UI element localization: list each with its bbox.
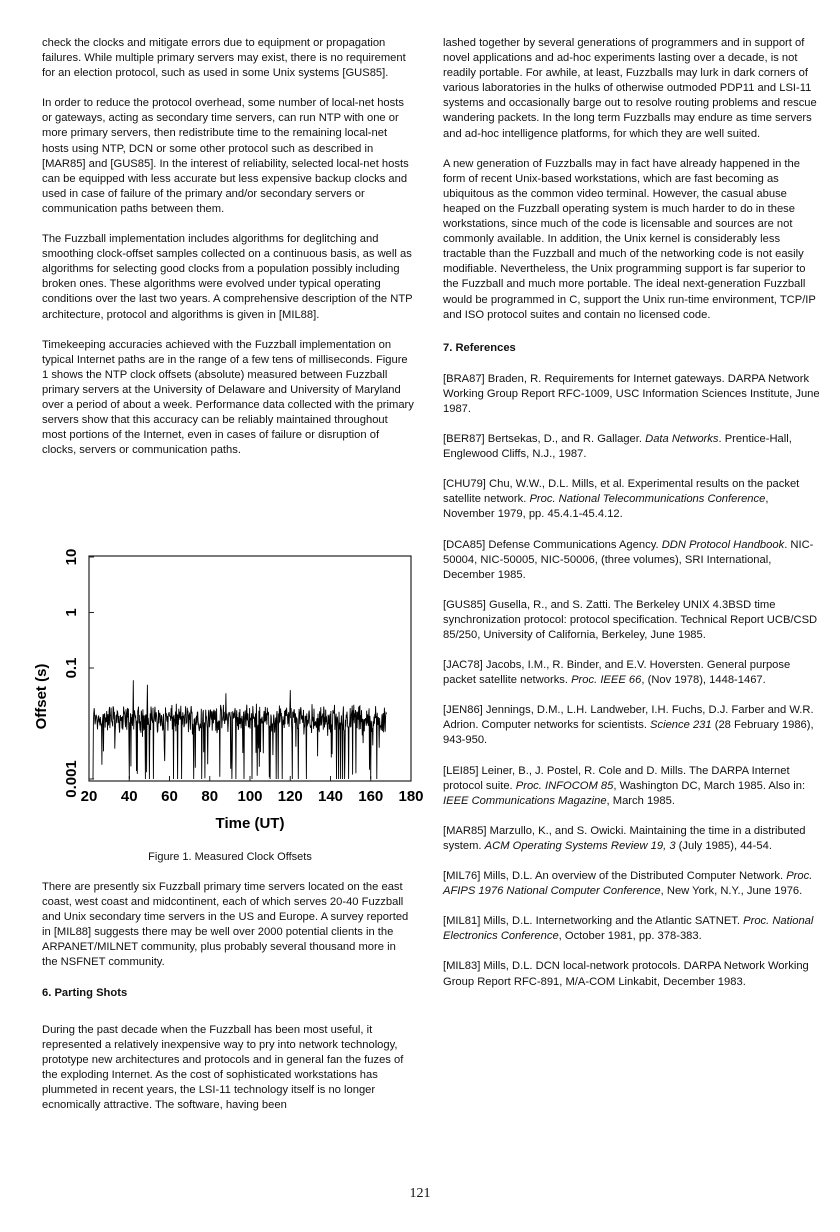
x-tick-label: 60 [161,788,178,805]
x-tick-label: 20 [80,788,98,805]
paragraph: A new generation of Fuzzballs may in fact have already happened in the form of recent Unix-based workstations, which are fast becoming as ubiquitous as the common video terminal. However, the casual abuse heaped on the Fuzzball operating system is much harder to do in these workstations, since much of the code is licensable and sources are not commonly available. In addition, the Unix kernel is considerably less tractable than the Fuzzball and much of the networking code is not easily modifiable. Nevertheless, the Unix programming support is far superior to the Fuzzball and much more portable. The ideal next-generation Fuzzball would be programmed in C, support the Unix run-time environment, TCP/IP and ISO protocol suites and contain no licensed code. [443,157,816,321]
y-tick-label: 10 [63,548,80,566]
reference-item: [MIL76] Mills, D.L. An overview of the Distributed Computer Network. Proc. AFIPS 1976 National Computer Conference, New York, N.Y., June 1976. [443,870,813,898]
x-tick-label: 160 [358,788,384,805]
figure-caption: Figure 1. Measured Clock Offsets [148,851,312,863]
y-tick-label: 0.001 [63,760,80,798]
paragraph: There are presently six Fuzzball primary time servers located on the east coast, west coast and midcontinent, each of which serves 20-40 Fuzzball and Unix secondary time servers in the US and Europe. A survey reported in [MIL88] suggests there may be well over 2000 potential clients in the ARPANET/MILNET community, plus probably several thousand more in the NSFNET community. [42,881,409,969]
reference-item: [DCA85] Defense Communications Agency. DDN Protocol Handbook. NIC-50004, NIC-50005, NIC-50006, (three volumes), SRI International, December 1985. [443,538,814,581]
paragraph: In order to reduce the protocol overhead, some number of local-net hosts or gateways, acting as secondary time servers, can run NTP with one or more primary servers, then redistribute time to the remaining local-net hosts using NTP, DCN or some other protocol such as described in [MAR85] and [GUS85]. In the interest of reliability, selected local-net hosts can be equipped with less accurate but less expensive backup clocks and used in case of failure of the primary and/or secondary servers or communication paths between them. [42,97,409,215]
reference-item: [JEN86] Jennings, D.M., L.H. Landweber, I.H. Fuchs, D.J. Farber and W.R. Adrion. Computer networks for scientists. Science 231 (28 February 1986), 943-950. [443,704,814,747]
y-tick-label: 1 [63,608,80,617]
figure-1 [30,545,440,875]
reference-item: [MAR85] Marzullo, K., and S. Owicki. Maintaining the time in a distributed system. ACM Operating Systems Review 19, 3 (July 1985), 44-54. [443,824,806,852]
section-heading: 7. References [443,341,516,354]
reference-item: [MIL81] Mills, D.L. Internetworking and the Atlantic SATNET. Proc. National Electronics Conference, October 1981, pp. 378-383. [443,915,814,943]
reference-item: [CHU79] Chu, W.W., D.L. Mills, et al. Experimental results on the packet satellite network. Proc. National Telecommunications Conference, November 1979, pp. 45.4.1-45.4.12. [443,478,800,521]
paragraph: check the clocks and mitigate errors due to equipment or propagation failures. While multiple primary servers may exist, there is no requirement for an election protocol, such as used in some Unix systems [GUS85]. [42,37,406,80]
y-axis-label: Offset (s) [33,663,50,730]
paragraph: Timekeeping accuracies achieved with the Fuzzball implementation on typical Internet paths are in the range of a few tens of milliseconds. Figure 1 shows the NTP clock offsets (absolute) measured between Fuzzball primary servers at the University of Delaware and University of Maryland over a period of about a week. Performance data collected with the primary servers show that this accuracy can be reliably maintained throughout most portions of the Internet, even in cases of failure or disruption of clocks, servers or communication paths. [42,338,414,457]
reference-item: [BER87] Bertsekas, D., and R. Gallager. Data Networks. Prentice-Hall, Englewood Cliffs, N.J., 1987. [443,433,792,461]
reference-item: [BRA87] Braden, R. Requirements for Internet gateways. DARPA Network Working Group Report RFC-1009, USC Information Sciences Institute, June 1987. [443,372,820,415]
paragraph: The Fuzzball implementation includes algorithms for deglitching and smoothing clock-offset samples collected on a continuous basis, as well as algorithms for selecting good clocks from a population possibly including broken ones. These algorithms were evolved under typical operating conditions over the last two years. A comprehensive description of the NTP architecture, protocol and algorithms is given in [MIL88]. [42,233,413,321]
right-column [443,36,823,1005]
offset-series-line [93,680,387,779]
left-column-lower [42,880,414,1128]
x-tick-label: 120 [277,788,303,805]
reference-item: [GUS85] Gusella, R., and S. Zatti. The Berkeley UNIX 4.3BSD time synchronization protocol: protocol specification. Technical Report UCB/CSD 85/250, University of California, Berkeley, June 1985. [443,598,818,641]
page-number: 121 [409,1186,431,1201]
section-heading: 6. Parting Shots [42,986,128,999]
reference-item: [JAC78] Jacobs, I.M., R. Binder, and E.V. Hoversten. General purpose packet satellite networks. Proc. IEEE 66, (Nov 1978), 1448-1467. [443,659,791,687]
x-tick-label: 100 [237,788,263,805]
left-column [42,36,414,473]
reference-item: [MIL83] Mills, D.L. DCN local-network protocols. DARPA Network Working Group Report RFC-891, M/A-COM Linkabit, December 1983. [443,960,809,988]
reference-list [443,372,823,990]
x-tick-label: 80 [201,788,219,805]
x-tick-label: 140 [317,788,344,805]
x-tick-label: 40 [120,788,138,805]
clock-offset-chart [30,545,440,845]
paragraph: During the past decade when the Fuzzball has been most useful, it represented a relatively inexpensive way to pry into network technology, prototype new architectures and protocols and in general fan the fuzes of the exploding Internet. As the cost of sophisticated workstations has plummeted in recent years, the LSI-11 technology itself is no longer ecnomically attractive. The software, having been [42,1023,404,1112]
y-tick-label: 0.1 [63,657,80,679]
x-tick-label: 180 [398,788,424,805]
x-axis-label: Time (UT) [215,815,285,832]
paragraph: lashed together by several generations of programmers and in support of novel applications and ad-hoc experiments lasting over a decade, is not readily portable. For awhile, at least, Fuzzballs may lurk in dark corners of various laboratories in the hulks of otherwise outmoded PDP11 and LSI-11 systems and occasionally barge out to resolve routing problems and rescue wandering packets. In the long term Fuzzballs may endure as time servers and ad-hoc intelligence platforms, for which they are well suited. [443,37,817,140]
reference-item: [LEI85] Leiner, B., J. Postel, R. Cole and D. Mills. The DARPA Internet protocol suite. Proc. INFOCOM 85, Washington DC, March 1985. Also in: IEEE Communications Magazine, March 1985. [443,764,806,807]
